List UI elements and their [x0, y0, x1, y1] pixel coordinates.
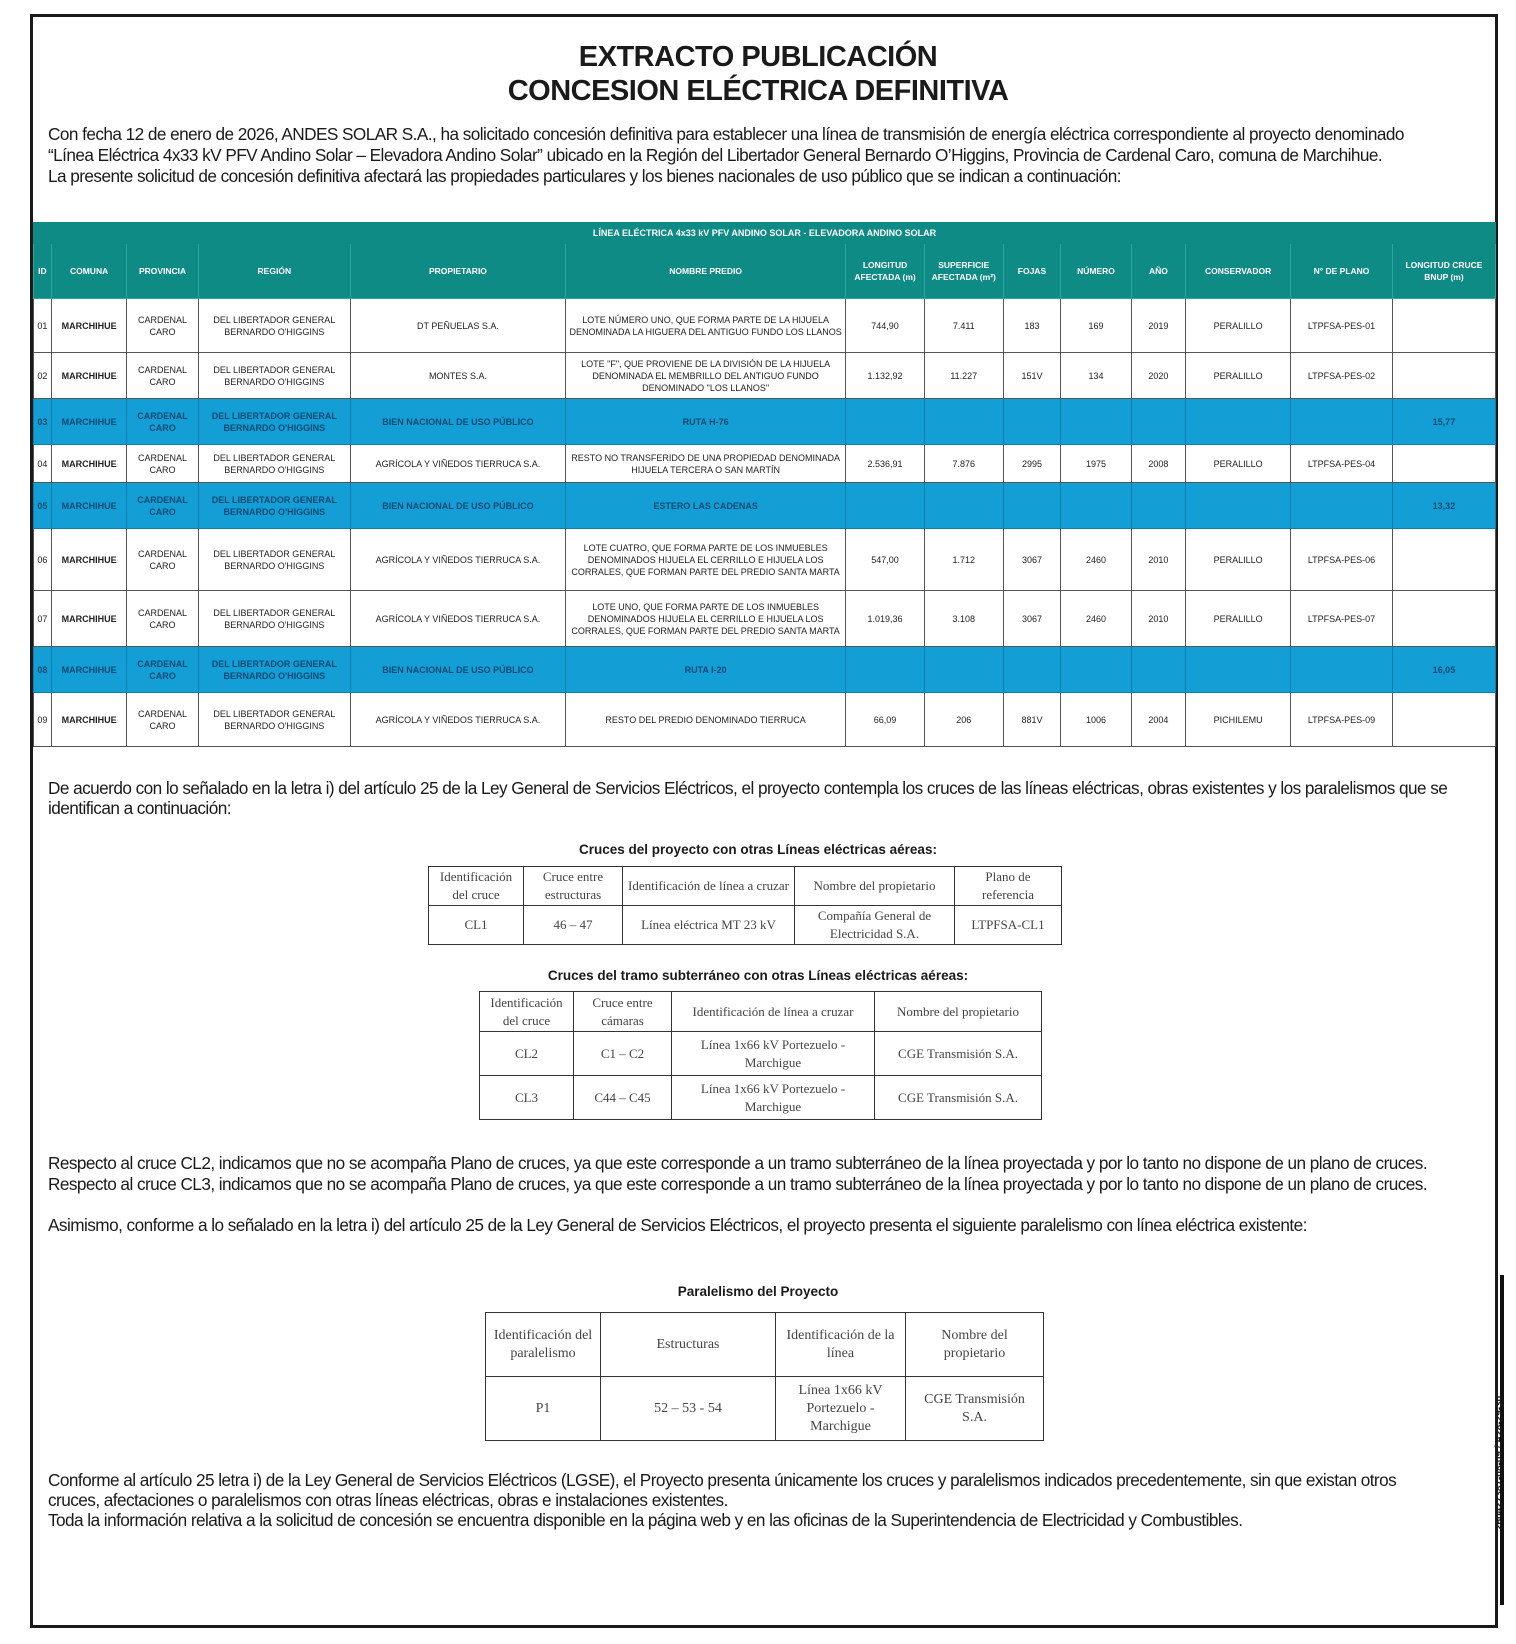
cell-id: 02 — [34, 353, 52, 399]
cell-id: 07 — [34, 591, 52, 647]
cell-numero: 2460 — [1061, 591, 1131, 647]
cell-numero: 1975 — [1061, 445, 1131, 483]
header-cell: Identificación del cruce — [429, 867, 524, 906]
table-cell: Línea 1x66 kV Portezuelo - Marchigue — [672, 1032, 875, 1076]
cell-predio: RUTA I-20 — [566, 647, 846, 693]
underground-crossings-title: Cruces del tramo subterráneo con otras Líneas eléctricas aéreas: — [547, 968, 969, 983]
table-header-cell: SUPERFICIE AFECTADA (m²) — [924, 244, 1003, 299]
cell-provincia: CARDENAL CARO — [127, 299, 198, 353]
header-cell: Nombre del propietario — [795, 867, 955, 906]
aerial-crossings-table — [428, 866, 1062, 945]
cell-anio — [1131, 647, 1186, 693]
cell-fojas: 151V — [1003, 353, 1061, 399]
cell-anio: 2020 — [1131, 353, 1186, 399]
properties-table — [33, 222, 1496, 747]
table-row — [429, 906, 1062, 945]
cell-plano: LTPFSA-PES-02 — [1291, 353, 1393, 399]
cell-conservador: PICHILEMU — [1186, 693, 1291, 747]
cell-longitud: 1.019,36 — [846, 591, 925, 647]
cell-superficie: 3.108 — [924, 591, 1003, 647]
intro-paragraph — [48, 124, 1488, 187]
table-cell: CL1 — [429, 906, 524, 945]
cell-fojas: 183 — [1003, 299, 1061, 353]
cell-conservador — [1186, 483, 1291, 529]
table-header-cell: NOMBRE PREDIO — [566, 244, 846, 299]
table-header-cell: CONSERVADOR — [1186, 244, 1291, 299]
page-title — [0, 40, 1516, 108]
cell-region: DEL LIBERTADOR GENERAL BERNARDO O'HIGGINS — [198, 647, 350, 693]
cell-region: DEL LIBERTADOR GENERAL BERNARDO O'HIGGINS — [198, 483, 350, 529]
parallelism-table — [485, 1312, 1044, 1441]
cell-predio: ESTERO LAS CADENAS — [566, 483, 846, 529]
cell-propietario: AGRÍCOLA Y VIÑEDOS TIERRUCA S.A. — [350, 445, 565, 483]
header-row — [480, 992, 1042, 1032]
cell-superficie: 206 — [924, 693, 1003, 747]
cell-predio: RESTO NO TRANSFERIDO DE UNA PROPIEDAD DENOMINADA HIJUELA TERCERA O SAN MARTÍN — [566, 445, 846, 483]
header-cell: Identificación de línea a cruzar — [672, 992, 875, 1032]
table-cell: CGE Transmisión S.A. — [875, 1032, 1042, 1076]
cell-comuna: MARCHIHUE — [51, 299, 127, 353]
cell-predio: LOTE CUATRO, QUE FORMA PARTE DE LOS INMUEBLES DENOMINADOS HIJUELA EL CERRILLO E HIJUELA LOS CORRALES, QUE FORMAN PARTE DEL PREDIO SANTA MARTA — [566, 529, 846, 591]
cell-comuna: MARCHIHUE — [51, 647, 127, 693]
parallelism-paragraph: Asimismo, conforme a lo señalado en la letra i) del artículo 25 de la Ley General de Servicios Eléctricos, el proyecto presenta el siguiente paralelismo con línea eléctrica existente: — [48, 1215, 1307, 1235]
cell-plano — [1291, 483, 1393, 529]
cell-anio: 2010 — [1131, 591, 1186, 647]
cell-longitud: 744,90 — [846, 299, 925, 353]
header-cell: Identificación del paralelismo — [486, 1313, 601, 1377]
header-row — [486, 1313, 1044, 1377]
table-row — [34, 529, 1496, 591]
table-header-cell: FOJAS — [1003, 244, 1061, 299]
table-cell: P1 — [486, 1377, 601, 1441]
table-cell: 46 – 47 — [524, 906, 623, 945]
cell-conservador: PERALILLO — [1186, 445, 1291, 483]
table-cell: Línea eléctrica MT 23 kV — [623, 906, 795, 945]
table-cell: CL3 — [480, 1076, 574, 1120]
cell-bnup — [1392, 591, 1495, 647]
cell-fojas — [1003, 647, 1061, 693]
table-cell: CL2 — [480, 1032, 574, 1076]
cell-provincia: CARDENAL CARO — [127, 693, 198, 747]
cl2-note: Respecto al cruce CL2, indicamos que no se acompaña Plano de cruces, ya que este corresponde a un tramo subterráneo de la línea proyectada y por lo tanto no dispone de un plano de cruces. — [48, 1153, 1428, 1173]
cell-region: DEL LIBERTADOR GENERAL BERNARDO O'HIGGINS — [198, 591, 350, 647]
cell-superficie: 7.876 — [924, 445, 1003, 483]
cell-numero: 169 — [1061, 299, 1131, 353]
cell-longitud — [846, 647, 925, 693]
cell-anio — [1131, 483, 1186, 529]
table-header-cell: N° DE PLANO — [1291, 244, 1393, 299]
cell-numero: 134 — [1061, 353, 1131, 399]
cell-comuna: MARCHIHUE — [51, 693, 127, 747]
cell-bnup — [1392, 299, 1495, 353]
cell-region: DEL LIBERTADOR GENERAL BERNARDO O'HIGGINS — [198, 399, 350, 445]
cell-fojas: 881V — [1003, 693, 1061, 747]
cell-plano — [1291, 647, 1393, 693]
cell-propietario: BIEN NACIONAL DE USO PÚBLICO — [350, 483, 565, 529]
table-row — [34, 693, 1496, 747]
cell-bnup: 13,32 — [1392, 483, 1495, 529]
table-row — [34, 445, 1496, 483]
cell-fojas — [1003, 399, 1061, 445]
table-header-cell: COMUNA — [51, 244, 127, 299]
cell-anio — [1131, 399, 1186, 445]
cell-comuna: MARCHIHUE — [51, 591, 127, 647]
table-cell: C44 – C45 — [574, 1076, 672, 1120]
cell-propietario: MONTES S.A. — [350, 353, 565, 399]
table-row — [34, 591, 1496, 647]
side-code: 260427387-08-09 / A28-29-30 — [1494, 1395, 1505, 1530]
cell-conservador: PERALILLO — [1186, 529, 1291, 591]
cell-provincia: CARDENAL CARO — [127, 353, 198, 399]
cell-propietario: AGRÍCOLA Y VIÑEDOS TIERRUCA S.A. — [350, 529, 565, 591]
cell-provincia: CARDENAL CARO — [127, 647, 198, 693]
table-cell: LTPFSA-CL1 — [955, 906, 1062, 945]
cell-id: 01 — [34, 299, 52, 353]
cell-numero — [1061, 399, 1131, 445]
table-row — [486, 1377, 1044, 1441]
cell-region: DEL LIBERTADOR GENERAL BERNARDO O'HIGGINS — [198, 353, 350, 399]
cell-conservador — [1186, 399, 1291, 445]
table-header-cell: ID — [34, 244, 52, 299]
table-header-cell: NÚMERO — [1061, 244, 1131, 299]
table-cell: Línea 1x66 kV Portezuelo - Marchigue — [776, 1377, 906, 1441]
cell-id: 06 — [34, 529, 52, 591]
cell-superficie — [924, 399, 1003, 445]
table-row — [34, 483, 1496, 529]
table-header-cell: REGIÓN — [198, 244, 350, 299]
cell-provincia: CARDENAL CARO — [127, 399, 198, 445]
cell-numero — [1061, 647, 1131, 693]
cell-fojas: 3067 — [1003, 591, 1061, 647]
cell-bnup — [1392, 693, 1495, 747]
cell-propietario: AGRÍCOLA Y VIÑEDOS TIERRUCA S.A. — [350, 693, 565, 747]
cell-longitud: 2.536,91 — [846, 445, 925, 483]
cell-region: DEL LIBERTADOR GENERAL BERNARDO O'HIGGINS — [198, 445, 350, 483]
header-cell: Estructuras — [601, 1313, 776, 1377]
table-header-cell: PROVINCIA — [127, 244, 198, 299]
cell-propietario: BIEN NACIONAL DE USO PÚBLICO — [350, 399, 565, 445]
header-cell: Identificación del cruce — [480, 992, 574, 1032]
cell-numero — [1061, 483, 1131, 529]
cell-id: 09 — [34, 693, 52, 747]
table-header-cell: LONGITUD CRUCE BNUP (m) — [1392, 244, 1495, 299]
intro-line: “Línea Eléctrica 4x33 kV PFV Andino Solar – Elevadora Andino Solar” ubicado en la Región del Libertador General Bernardo O’Higgins, Provincia de Cardenal Caro, comuna de Marchihue. — [48, 145, 1383, 165]
cell-longitud — [846, 483, 925, 529]
title-line-1: EXTRACTO PUBLICACIÓN — [578, 41, 938, 73]
table-header-cell: PROPIETARIO — [350, 244, 565, 299]
cell-predio: LOTE NÚMERO UNO, QUE FORMA PARTE DE LA HIJUELA DENOMINADA LA HIGUERA DEL ANTIGUO FUNDO LOS LLANOS — [566, 299, 846, 353]
table-cell: CGE Transmisión S.A. — [906, 1377, 1044, 1441]
cell-plano — [1291, 399, 1393, 445]
cell-anio: 2010 — [1131, 529, 1186, 591]
table-header-cell: AÑO — [1131, 244, 1186, 299]
cell-comuna: MARCHIHUE — [51, 399, 127, 445]
cell-superficie — [924, 647, 1003, 693]
cell-comuna: MARCHIHUE — [51, 483, 127, 529]
header-cell: Cruce entre estructuras — [524, 867, 623, 906]
cell-plano: LTPFSA-PES-01 — [1291, 299, 1393, 353]
cell-longitud — [846, 399, 925, 445]
table-cell: 52 – 53 - 54 — [601, 1377, 776, 1441]
cell-provincia: CARDENAL CARO — [127, 483, 198, 529]
underground-crossings-table — [479, 991, 1042, 1120]
cell-region: DEL LIBERTADOR GENERAL BERNARDO O'HIGGINS — [198, 693, 350, 747]
cell-conservador: PERALILLO — [1186, 591, 1291, 647]
table-cell: Línea 1x66 kV Portezuelo - Marchigue — [672, 1076, 875, 1120]
cell-propietario: DT PEÑUELAS S.A. — [350, 299, 565, 353]
art25-paragraph: De acuerdo con lo señalado en la letra i) del artículo 25 de la Ley General de Servicios Eléctricos, el proyecto contempla los cruces de las líneas eléctricas, obras existentes y los paralelismos que se identifican a continuación: — [48, 778, 1448, 818]
cell-numero: 2460 — [1061, 529, 1131, 591]
cell-plano: LTPFSA-PES-09 — [1291, 693, 1393, 747]
header-row — [429, 867, 1062, 906]
header-cell: Nombre del propietario — [906, 1313, 1044, 1377]
cell-id: 03 — [34, 399, 52, 445]
cell-bnup — [1392, 353, 1495, 399]
cell-longitud: 547,00 — [846, 529, 925, 591]
cell-comuna: MARCHIHUE — [51, 445, 127, 483]
table-row — [34, 647, 1496, 693]
cell-superficie: 11.227 — [924, 353, 1003, 399]
cell-region: DEL LIBERTADOR GENERAL BERNARDO O'HIGGINS — [198, 299, 350, 353]
table-row — [34, 399, 1496, 445]
cell-anio: 2019 — [1131, 299, 1186, 353]
cell-conservador: PERALILLO — [1186, 299, 1291, 353]
table-cell: Compañía General de Electricidad S.A. — [795, 906, 955, 945]
cell-fojas — [1003, 483, 1061, 529]
cell-longitud: 1.132,92 — [846, 353, 925, 399]
cell-provincia: CARDENAL CARO — [127, 445, 198, 483]
cell-plano: LTPFSA-PES-07 — [1291, 591, 1393, 647]
title-line-2: CONCESION ELÉCTRICA DEFINITIVA — [507, 75, 1009, 107]
intro-line: Con fecha 12 de enero de 2026, ANDES SOLAR S.A., ha solicitado concesión definitiva para establecer una línea de transmisión de energía eléctrica correspondiente al proyecto denominado — [48, 124, 1404, 144]
cell-plano: LTPFSA-PES-06 — [1291, 529, 1393, 591]
cell-plano: LTPFSA-PES-04 — [1291, 445, 1393, 483]
aerial-crossings-title: Cruces del proyecto con otras Líneas eléctricas aéreas: — [579, 842, 937, 857]
header-cell: Plano de referencia — [955, 867, 1062, 906]
cell-bnup — [1392, 445, 1495, 483]
cl3-note: Respecto al cruce CL3, indicamos que no se acompaña Plano de cruces, ya que este corresponde a un tramo subterráneo de la línea proyectada y por lo tanto no dispone de un plano de cruces. — [48, 1174, 1428, 1194]
cell-conservador: PERALILLO — [1186, 353, 1291, 399]
cell-predio: RUTA H-76 — [566, 399, 846, 445]
cell-predio: LOTE UNO, QUE FORMA PARTE DE LOS INMUEBLES DENOMINADOS HIJUELA EL CERRILLO E HIJUELA LOS CORRALES, QUE FORMAN PARTE DEL PREDIO SANTA MARTA — [566, 591, 846, 647]
header-cell: Identificación de la línea — [776, 1313, 906, 1377]
table-row — [480, 1076, 1042, 1120]
cell-propietario: BIEN NACIONAL DE USO PÚBLICO — [350, 647, 565, 693]
cell-anio: 2004 — [1131, 693, 1186, 747]
cell-id: 04 — [34, 445, 52, 483]
cell-anio: 2008 — [1131, 445, 1186, 483]
cell-comuna: MARCHIHUE — [51, 529, 127, 591]
header-cell: Cruce entre cámaras — [574, 992, 672, 1032]
table-row — [34, 353, 1496, 399]
cell-predio: RESTO DEL PREDIO DENOMINADO TIERRUCA — [566, 693, 846, 747]
cell-fojas: 2995 — [1003, 445, 1061, 483]
header-cell: Identificación de línea a cruzar — [623, 867, 795, 906]
cell-id: 05 — [34, 483, 52, 529]
table-cell: CGE Transmisión S.A. — [875, 1076, 1042, 1120]
cell-provincia: CARDENAL CARO — [127, 529, 198, 591]
cl-notes — [48, 1153, 1488, 1195]
cell-superficie: 1.712 — [924, 529, 1003, 591]
cell-longitud: 66,09 — [846, 693, 925, 747]
cell-predio: LOTE "F", QUE PROVIENE DE LA DIVISIÓN DE LA HIJUELA DENOMINADA EL MEMBRILLO DEL ANTIGUO FUNDO DENOMINADO "LOS LLANOS" — [566, 353, 846, 399]
cell-superficie — [924, 483, 1003, 529]
cell-bnup: 16,05 — [1392, 647, 1495, 693]
table-cell: C1 – C2 — [574, 1032, 672, 1076]
parallelism-title: Paralelismo del Proyecto — [677, 1284, 839, 1299]
cell-propietario: AGRÍCOLA Y VIÑEDOS TIERRUCA S.A. — [350, 591, 565, 647]
table-row — [34, 299, 1496, 353]
table-caption: LÍNEA ELÉCTRICA 4x33 kV PFV ANDINO SOLAR - ELEVADORA ANDINO SOLAR — [34, 223, 1496, 244]
cell-provincia: CARDENAL CARO — [127, 591, 198, 647]
cell-numero: 1006 — [1061, 693, 1131, 747]
cell-fojas: 3067 — [1003, 529, 1061, 591]
cell-bnup — [1392, 529, 1495, 591]
closing-paragraph: Conforme al artículo 25 letra i) de la Ley General de Servicios Eléctricos (LGSE), el Proyecto presenta únicamente los cruces y paralelismos indicados precedentemente, sin que existan otros cruces, afectaciones o paralelismos con otras líneas eléctricas, obras e instalaciones existentes. Toda la información relativa a la solicitud de concesión se encuentra disponible en la página web y en las oficinas de la Superintendencia de Electricidad y Combustibles. — [48, 1470, 1397, 1530]
cell-id: 08 — [34, 647, 52, 693]
cell-superficie: 7.411 — [924, 299, 1003, 353]
intro-line: La presente solicitud de concesión definitiva afectará las propiedades particulares y los bienes nacionales de uso público que se indican a continuación: — [48, 166, 1121, 186]
table-row — [480, 1032, 1042, 1076]
table-header-cell: LONGITUD AFECTADA (m) — [846, 244, 925, 299]
cell-conservador — [1186, 647, 1291, 693]
cell-region: DEL LIBERTADOR GENERAL BERNARDO O'HIGGINS — [198, 529, 350, 591]
cell-comuna: MARCHIHUE — [51, 353, 127, 399]
header-cell: Nombre del propietario — [875, 992, 1042, 1032]
cell-bnup: 15,77 — [1392, 399, 1495, 445]
